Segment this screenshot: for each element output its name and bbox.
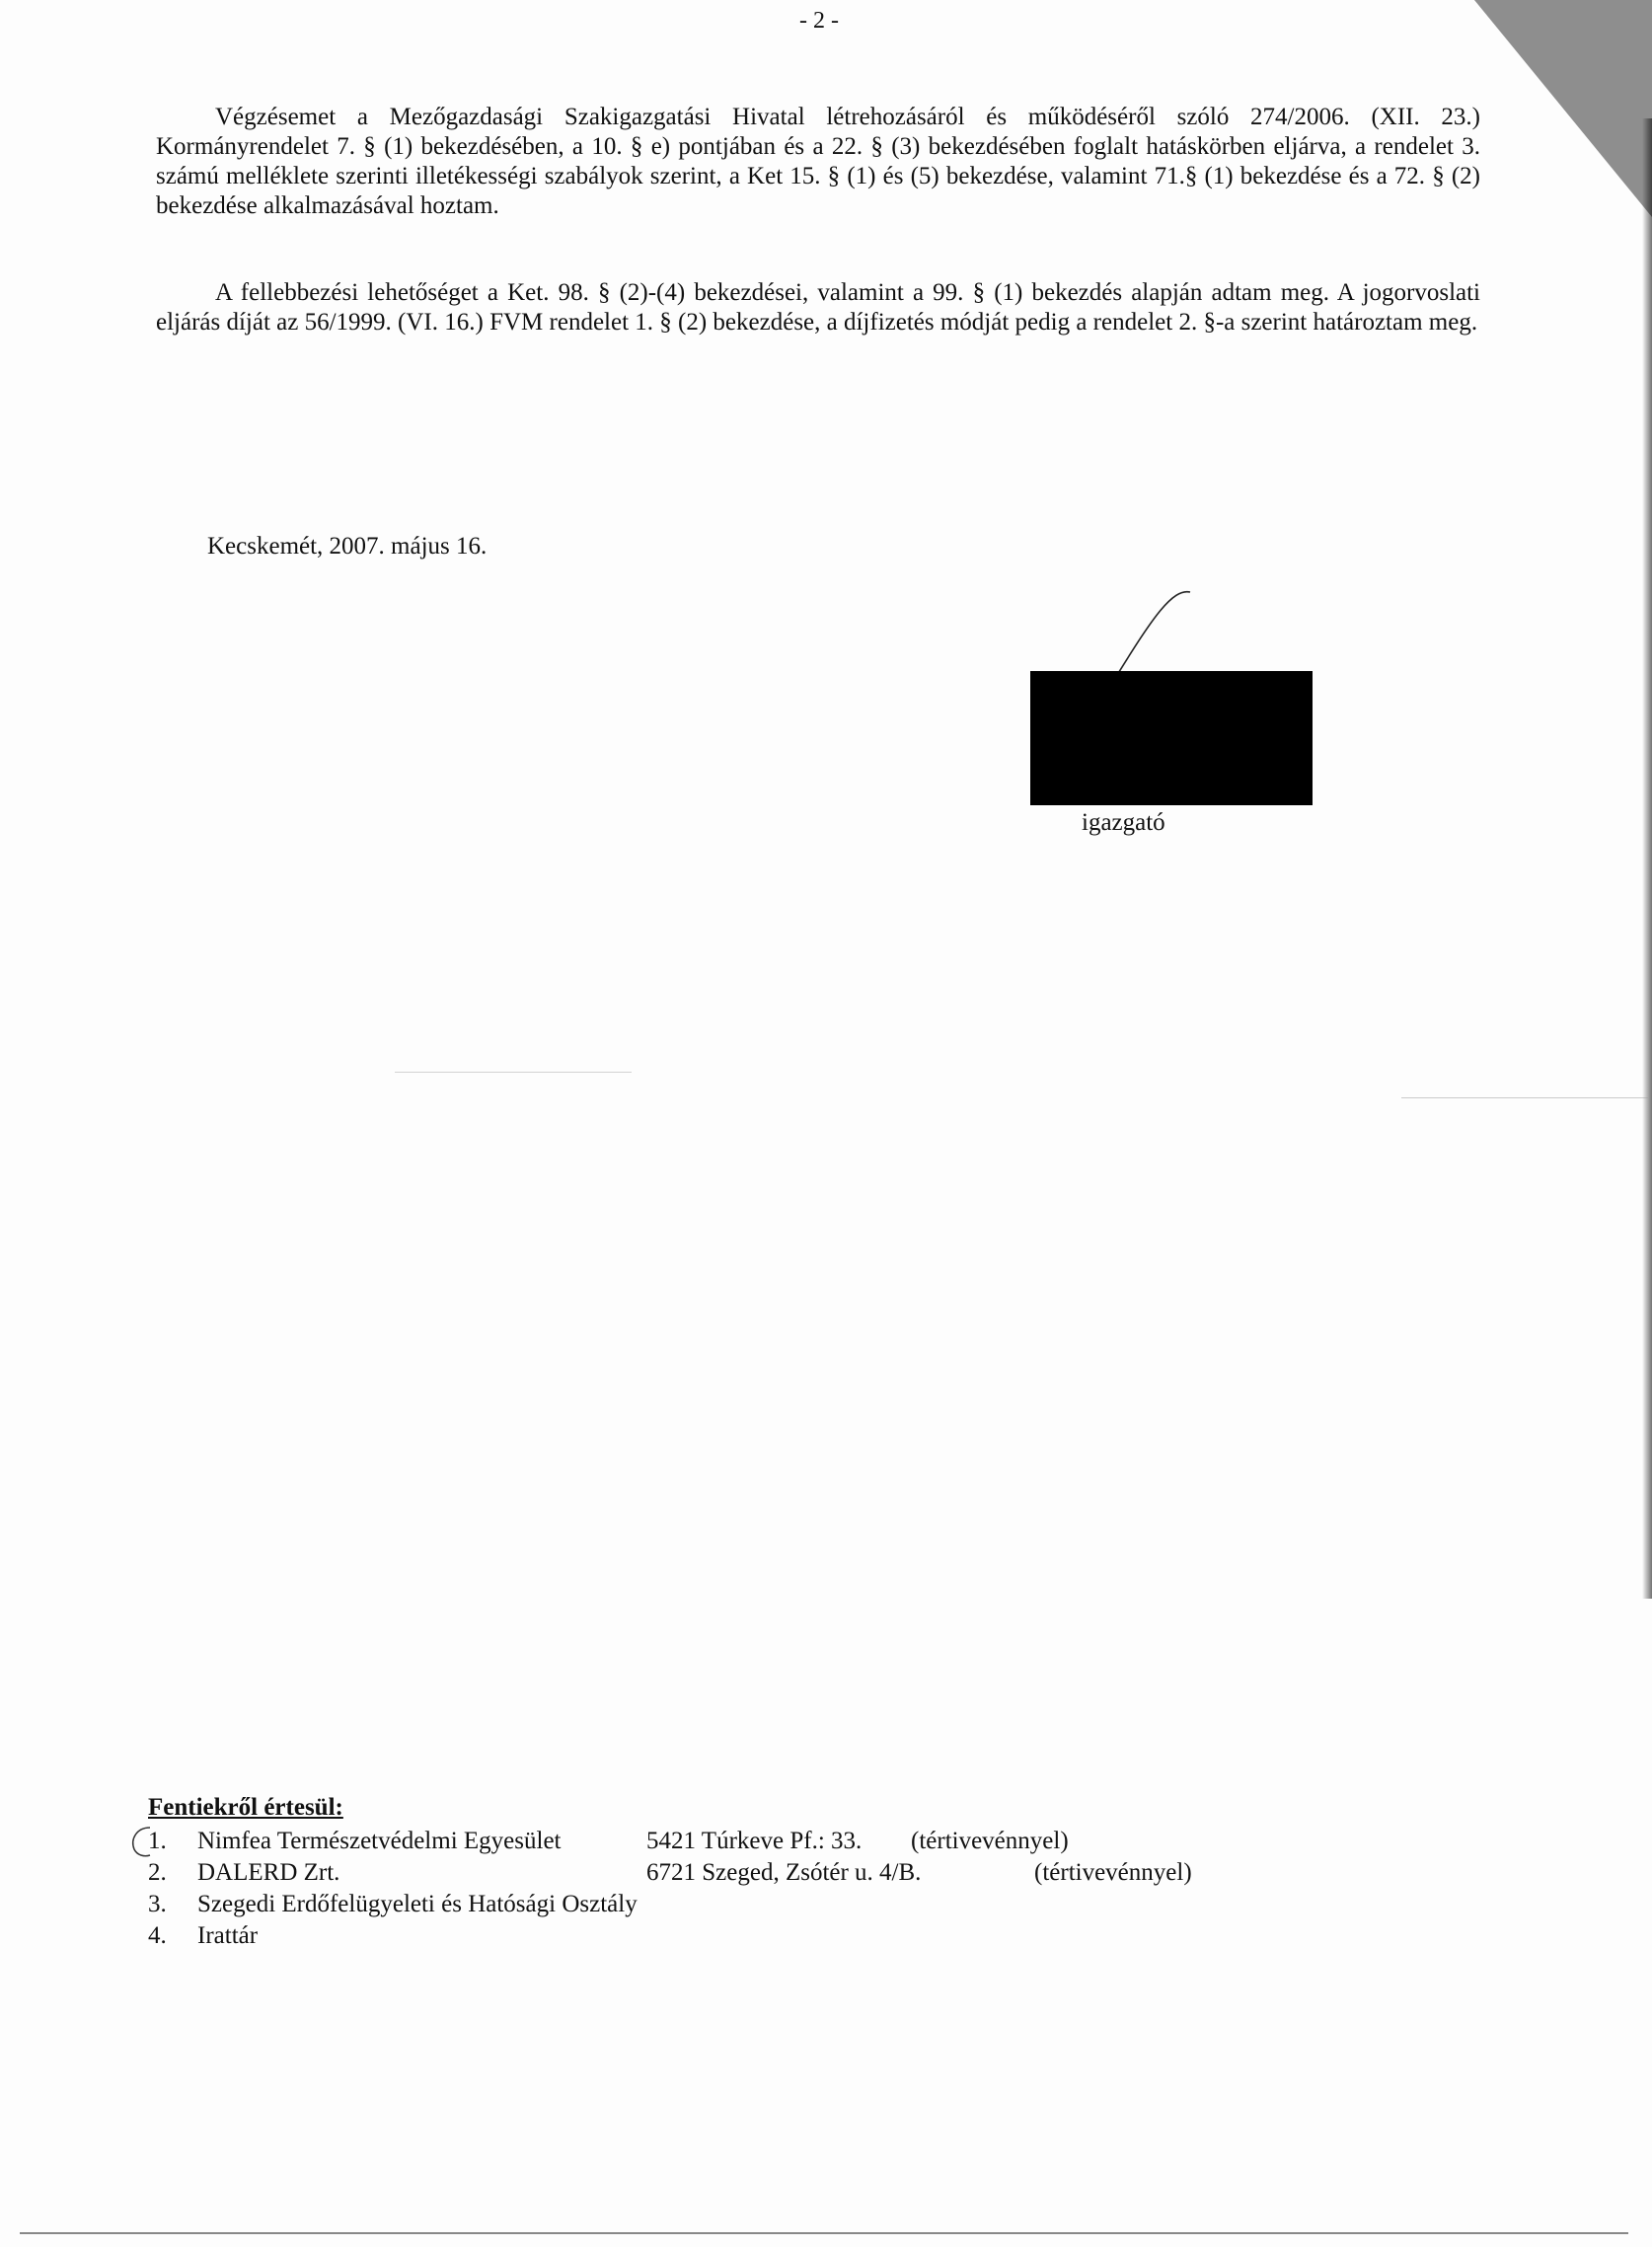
recipient-address: 6721 Szeged, Zsótér u. 4/B. <box>646 1859 922 1886</box>
distribution-heading: Fentiekről értesül: <box>148 1794 343 1821</box>
scan-corner-fold <box>1474 0 1652 217</box>
signer-title: igazgató <box>1082 809 1165 836</box>
distribution-list <box>148 1794 1382 1954</box>
list-item <box>148 1922 1382 1954</box>
recipient-name: Nimfea Természetvédelmi Egyesület <box>197 1828 562 1854</box>
item-number: 4. <box>148 1922 167 1949</box>
list-item <box>148 1891 1382 1922</box>
signature-stroke <box>1113 588 1192 677</box>
delivery-note: (tértivevénnyel) <box>911 1828 1069 1854</box>
scan-artifact-line <box>1401 1097 1648 1098</box>
recipient-address: 5421 Túrkeve Pf.: 33. <box>646 1828 863 1854</box>
item-number: 1. <box>148 1828 167 1854</box>
place-and-date: Kecskemét, 2007. május 16. <box>207 533 488 560</box>
delivery-note: (tértivevénnyel) <box>1034 1859 1192 1886</box>
scan-bottom-edge <box>20 2232 1628 2234</box>
redacted-signature <box>1030 671 1313 805</box>
recipient-name: Irattár <box>197 1922 259 1949</box>
recipient-name: DALERD Zrt. <box>197 1859 340 1886</box>
legal-basis-paragraph: Végzésemet a Mezőgazdasági Szakigazgatási Hivatal létrehozásáról és működéséről szóló 274/2006. (XII. 23.) Kormányrendelet 7. § (1) bekezdésében, a 10. § e) pontjában és a 22. § (3) bekezdésében foglalt hatáskörben eljárva, a rendelet 3. számú melléklete szerinti illetékességi szabályok szerint, a Ket 15. § (1) és (5) bekezdése, valamint 71.§ (1) bekezdése és a 72. § (2) bekezdése alkalmazásával hoztam. <box>156 104 1480 219</box>
scan-edge-shadow <box>1642 118 1652 1599</box>
item-number: 2. <box>148 1859 167 1886</box>
scan-artifact-line <box>395 1072 632 1073</box>
recipient-name: Szegedi Erdőfelügyeleti és Hatósági Osztály <box>197 1891 638 1917</box>
list-item <box>148 1859 1382 1891</box>
page-number: - 2 - <box>799 8 839 34</box>
item-number: 3. <box>148 1891 167 1917</box>
list-item <box>148 1828 1382 1859</box>
appeal-paragraph: A fellebbezési lehetőséget a Ket. 98. § (2)-(4) bekezdései, valamint a 99. § (1) bekezdés alapján adtam meg. A jogorvoslati eljárás díját az 56/1999. (VI. 16.) FVM rendelet 1. § (2) bekezdése, a díjfizetés módját pedig a rendelet 2. §-a szerint határoztam meg. <box>156 279 1480 336</box>
